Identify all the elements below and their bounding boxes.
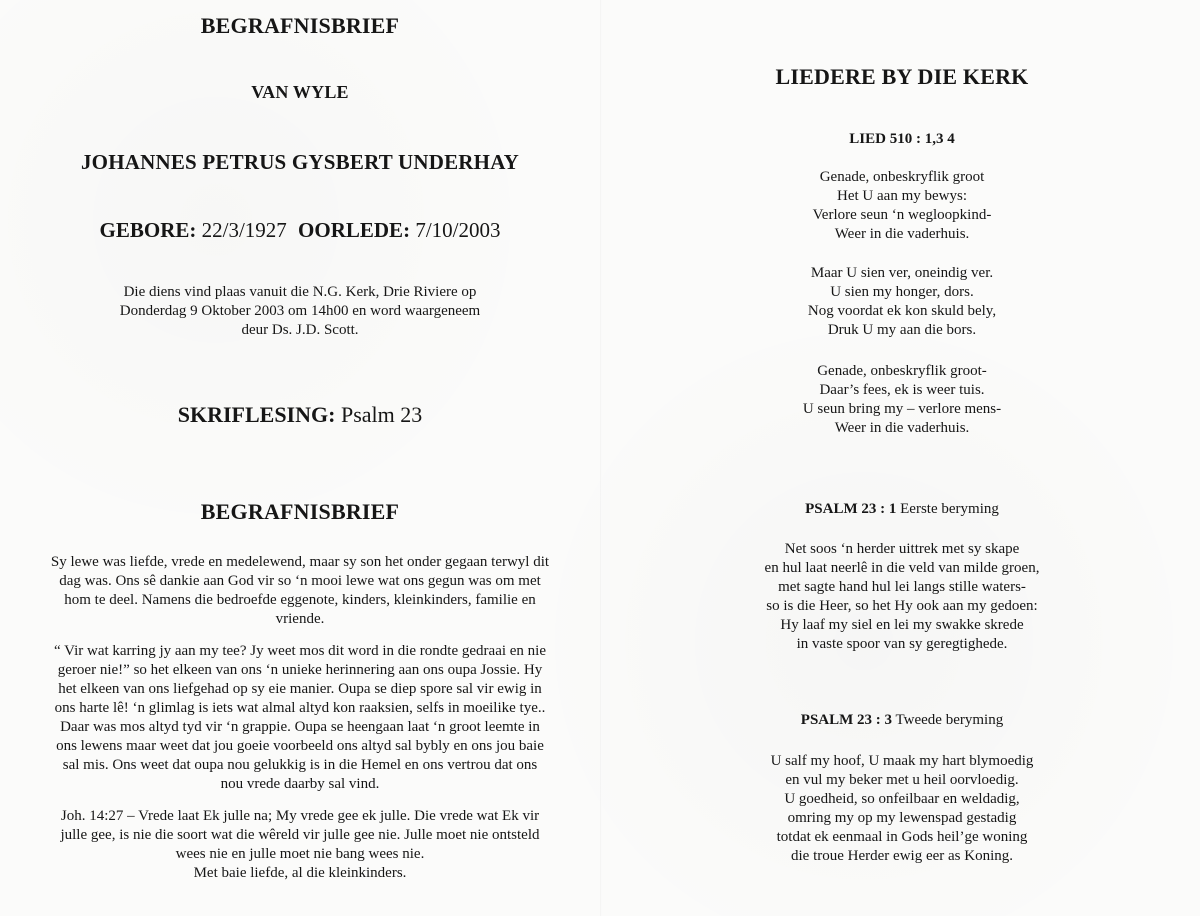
verse-line: U seun bring my – verlore mens- [802, 401, 1002, 417]
verse-line: Druk U my aan die bors. [827, 322, 977, 338]
verse-line: Weer in die vaderhuis. [834, 420, 970, 436]
verse-line: en vul my beker met u heil oorvloedig. [785, 772, 1019, 788]
verse-line: Genade, onbeskryflik groot- [817, 363, 987, 379]
verse-line: Genade, onbeskryflik groot [819, 169, 985, 185]
text-line: Joh. 14:27 – Vrede laat Ek julle na; My vrede gee ek julle. Die vrede wat Ek vir [60, 808, 540, 824]
letter-paragraph [0, 642, 600, 794]
hymn2-title [604, 500, 1200, 518]
letter-paragraph [0, 807, 600, 883]
verse-line: Hy laaf my siel en lei my swakke skrede [780, 617, 1024, 633]
text-line: ons lewens maar weet dat jou goeie voorbeeld ons altyd sal bybly en ons jou baie [56, 738, 544, 754]
verse-line: so is die Heer, so het Hy ook aan my gedoen: [766, 598, 1038, 614]
letter-paragraph [0, 553, 600, 629]
verse-line: met sagte hand hul lei langs stille waters- [778, 579, 1026, 595]
verse-line: Net soos ‘n herder uittrek met sy skape [784, 541, 1020, 557]
verse-line: U sien my honger, dors. [830, 284, 974, 300]
verse-line: in vaste spoor van sy geregtighede. [796, 636, 1008, 652]
verse-line: Daar’s fees, ek is weer tuis. [819, 382, 985, 398]
leaflet-title: BEGRAFNISBRIEF [200, 13, 400, 38]
verse-line: Weer in die vaderhuis. [834, 226, 970, 242]
text-line: hom te deel. Namens die bedroefde eggenote, kinders, kleinkinders, familie en [64, 592, 536, 608]
service-line: Donderdag 9 Oktober 2003 om 14h00 en word waargeneem [119, 303, 481, 319]
verse-line: totdat ek eenmaal in Gods heil’ge woning [776, 829, 1028, 845]
scripture-reading [0, 402, 600, 428]
text-line: dag was. Ons sê dankie aan God vir so ‘n mooi lewe wat ons gegun was om met [59, 573, 541, 589]
hymn3-title [604, 711, 1200, 729]
hymn1-stanza [604, 168, 1200, 244]
hymn2-number: PSALM 23 : 1 [805, 501, 897, 517]
hymn3-stanza [604, 752, 1200, 866]
verse-line: Nog voordat ek kon skuld bely, [807, 303, 997, 319]
life-dates [0, 218, 600, 242]
scripture-value: Psalm 23 [340, 402, 423, 427]
died-label: OORLEDE: [298, 218, 411, 242]
died-date: 7/10/2003 [415, 218, 501, 242]
text-line: Sy lewe was liefde, vrede en medelewend, maar sy son het onder gegaan terwyl dit [50, 554, 550, 570]
hymn1-stanza [604, 264, 1200, 340]
text-line: geroer nie!” so het elkeen van ons ‘n unieke herinnering aan ons oupa Jossie. Hy [57, 662, 543, 678]
verse-line: omring my op my lewenspad gestadig [787, 810, 1017, 826]
hymn2-version: Eerste beryming [900, 501, 999, 517]
hymn2-stanza [604, 540, 1200, 654]
verse-line: U salf my hoof, U maak my hart blymoedig [770, 753, 1034, 769]
verse-line: en hul laat neerlê in die veld van milde groen, [764, 560, 1040, 576]
verse-line: Verlore seun ‘n wegloopkind- [812, 207, 992, 223]
hymn1-stanza [604, 362, 1200, 438]
deceased-name: JOHANNES PETRUS GYSBERT UNDERHAY [80, 150, 519, 174]
scripture-label: SKRIFLESING: [177, 402, 336, 427]
page-fold-divider [600, 0, 602, 916]
text-line: ons harte lê! ‘n glimlag is iets wat almal altyd kon raaksien, selfs in moeilike tye.. [54, 700, 546, 716]
text-line: Met baie liefde, al die kleinkinders. [193, 865, 407, 881]
subtitle-van-wyle: VAN WYLE [251, 82, 349, 102]
text-line: het elkeen van ons liefgehad op sy eie manier. Oupa se diep spore sal vir ewig in [58, 681, 542, 697]
verse-line: die troue Herder ewig eer as Koning. [791, 848, 1013, 864]
text-line: “ Vir wat karring jy aan my tee? Jy weet mos dit word in die rondte gedraai en nie [54, 643, 546, 659]
text-line: sal mis. Ons weet dat oupa nou gelukkig is in die Hemel en ons vertrou dat ons [62, 757, 538, 773]
hymn1-title: LIED 510 : 1,3 4 [849, 131, 955, 147]
service-line: deur Ds. J.D. Scott. [241, 322, 359, 338]
text-line: wees nie en julle moet nie bang wees nie. [175, 846, 425, 862]
text-line: vriende. [275, 611, 325, 627]
letter-title: BEGRAFNISBRIEF [200, 499, 400, 524]
born-label: GEBORE: [99, 218, 197, 242]
born-date: 22/3/1927 [201, 218, 287, 242]
verse-line: Maar U sien ver, oneindig ver. [810, 265, 994, 281]
hymn3-version: Tweede beryming [895, 712, 1004, 728]
verse-line: U goedheid, so onfeilbaar en weldadig, [784, 791, 1020, 807]
hymns-title: LIEDERE BY DIE KERK [775, 64, 1029, 89]
text-line: nou vrede daarby sal vind. [220, 776, 380, 792]
right-page [604, 0, 1200, 916]
text-line: Daar was mos altyd tyd vir ‘n grappie. Oupa se heengaan laat ‘n groot leemte in [60, 719, 540, 735]
text-line: julle gee, is nie die soort wat die wêreld vir julle gee nie. Julle moet nie ontsteld [60, 827, 540, 843]
letter-body [0, 553, 600, 896]
service-details [0, 283, 600, 340]
verse-line: Het U aan my bewys: [837, 188, 967, 204]
hymn3-number: PSALM 23 : 3 [800, 712, 893, 728]
service-line: Die diens vind plaas vanuit die N.G. Kerk, Drie Riviere op [123, 284, 477, 300]
